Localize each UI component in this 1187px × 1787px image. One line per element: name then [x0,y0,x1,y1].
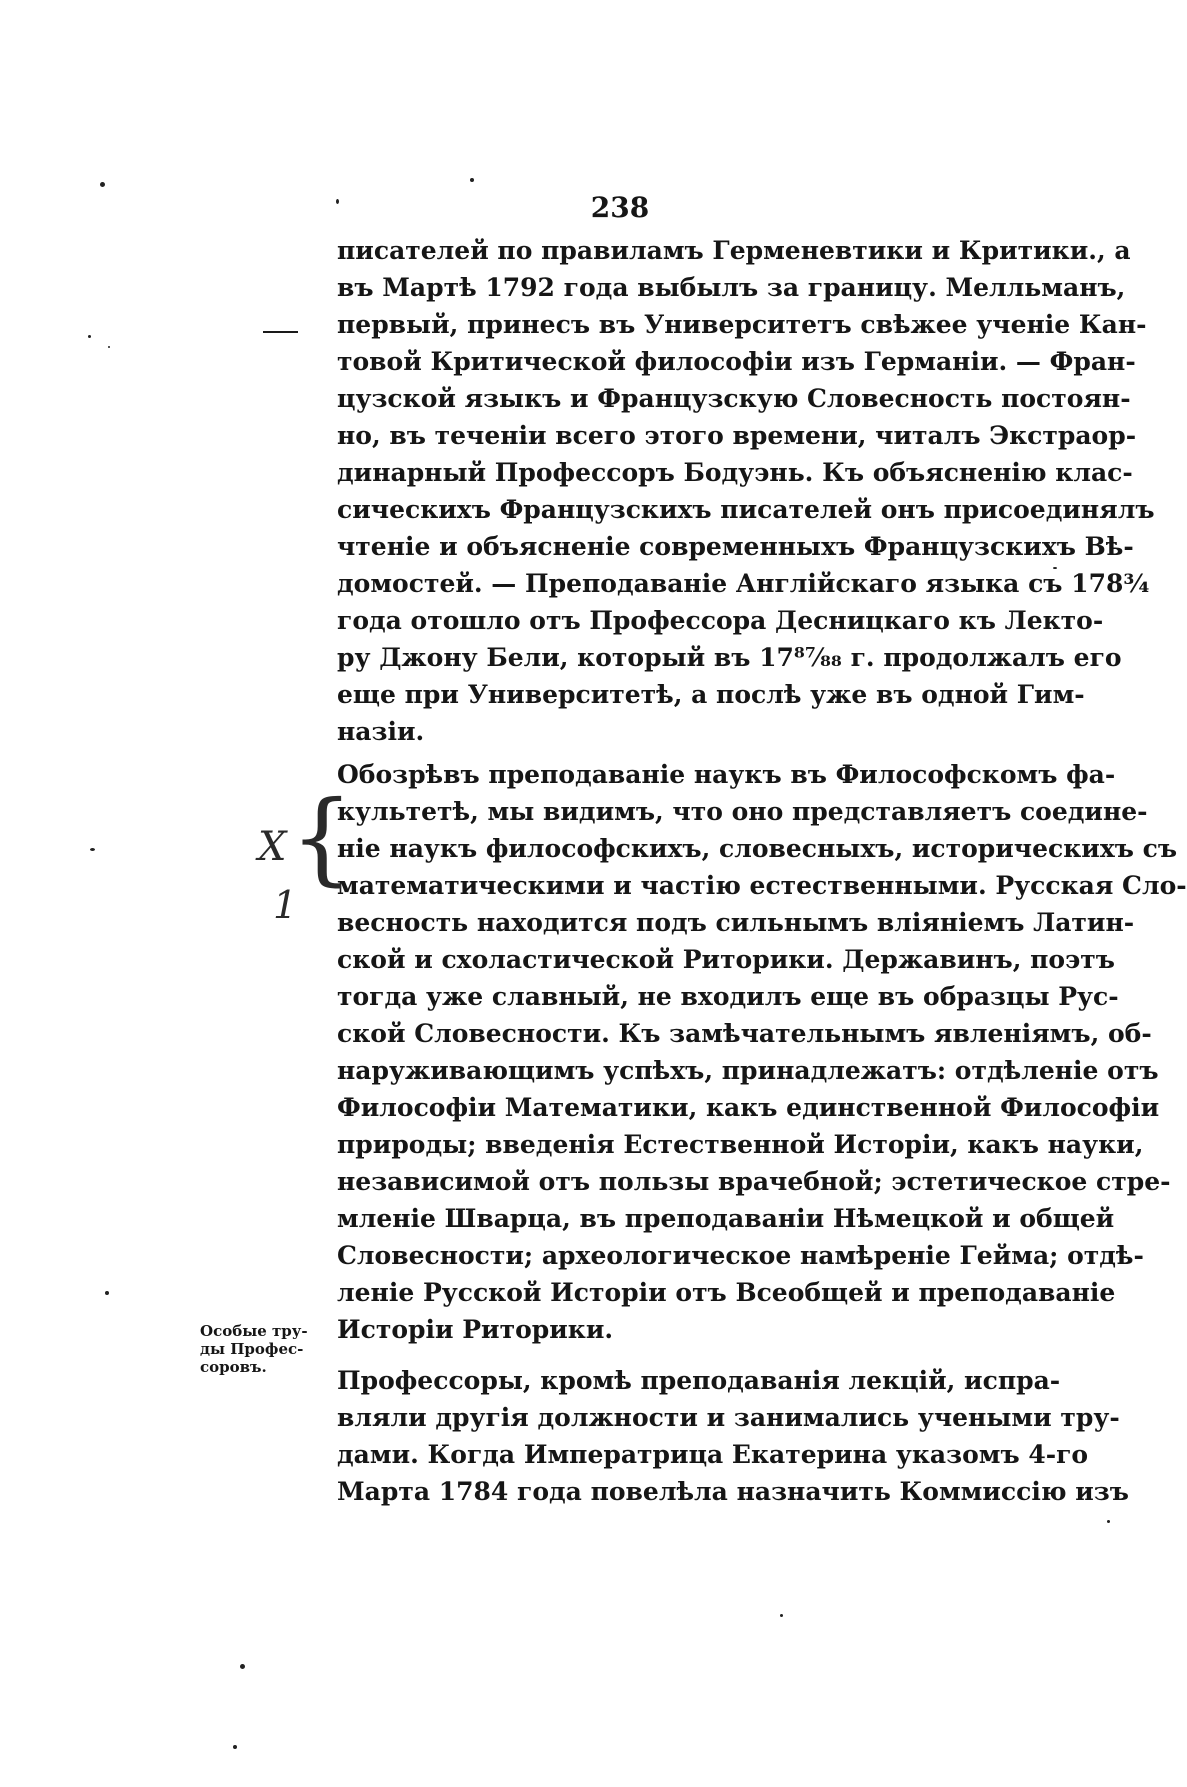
text-line: независимой отъ пользы врачебной; эстетическое стре- [337,1167,1171,1196]
text-line: писателей по правиламъ Герменевтики и Критики., а [337,236,1131,265]
text-line: но, въ теченіи всего этого времени, читалъ Экстраор- [337,421,1137,450]
handwritten-brace: { [290,779,354,896]
marginal-note-line: Особые тру- [200,1322,308,1340]
text-line: ской и схоластической Риторики. Державинъ, поэтъ [337,945,1115,974]
text-line: природы; введенія Естественной Исторіи, какъ науки, [337,1130,1144,1159]
text-line: Философіи Математики, какъ единственной Философіи [337,1093,1160,1122]
text-line: Профессоры, кромѣ преподаванія лекцій, испра- [337,1366,1061,1395]
speck [1107,1520,1110,1523]
speck [90,848,95,851]
speck [336,199,339,204]
handwritten-one: 1 [273,883,298,927]
text-line: назіи. [337,717,425,746]
marginal-note-line: соровъ. [200,1358,267,1376]
text-line: ру Джону Бели, который въ 17⁸⁷⁄₈₈ г. продолжалъ его [337,643,1122,672]
text-line: дами. Когда Императрица Екатерина указомъ 4-го [337,1440,1089,1469]
text-line: чтеніе и объясненіе современныхъ Французскихъ Вѣ- [337,532,1134,561]
text-line: ніе наукъ философскихъ, словесныхъ, историческихъ съ [337,834,1178,863]
marginal-note-line: ды Профес- [200,1340,304,1358]
text-line: динарный Профессоръ Бодуэнь. Къ объясненію клас- [337,458,1133,487]
speck [105,1291,109,1295]
text-line: товой Критической философіи изъ Германіи. — Фран- [337,347,1136,376]
speck [780,1614,783,1617]
text-line: культетѣ, мы видимъ, что оно представляетъ соедине- [337,797,1148,826]
speck [240,1664,245,1669]
text-line: домостей. — Преподаваніе Англійскаго языка съ 178¾ [337,569,1150,598]
text-line: еще при Университетѣ, а послѣ уже въ одной Гим- [337,680,1085,709]
text-line: въ Мартѣ 1792 года выбылъ за границу. Мелльманъ, [337,273,1126,302]
text-line: наруживающимъ успѣхъ, принадлежатъ: отдѣленіе отъ [337,1056,1159,1085]
text-line: года отошло отъ Профессора Десницкаго къ Лекто- [337,606,1104,635]
text-line: вляли другія должности и занимались учеными тру- [337,1403,1120,1432]
text-line: леніе Русской Исторіи отъ Всеобщей и преподаваніе [337,1278,1116,1307]
text-line: ской Словесности. Къ замѣчательнымъ явленіямъ, об- [337,1019,1152,1048]
speck [233,1745,237,1749]
text-line: Марта 1784 года повелѣла назначить Коммиссію изъ [337,1477,1129,1506]
speck [100,182,105,187]
speck [108,346,110,348]
speck [88,335,91,338]
speck [470,178,474,182]
handwritten-x: X [258,824,287,870]
text-line: мленіе Шварца, въ преподаваніи Нѣмецкой и общей [337,1204,1115,1233]
page-number: 238 [590,191,650,224]
text-line: весность находится подъ сильнымъ вліяніемъ Латин- [337,908,1135,937]
text-line: тогда уже славный, не входилъ еще въ образцы Рус- [337,982,1119,1011]
text-line: первый, принесъ въ Университетъ свѣжее ученіе Кан- [337,310,1147,339]
text-line: сическихъ Французскихъ писателей онъ присоединялъ [337,495,1155,524]
text-line: Исторіи Риторики. [337,1315,614,1344]
speck [1053,567,1057,569]
text-line: цузской языкъ и Французскую Словесность постоян- [337,384,1131,413]
text-line: Обозрѣвъ преподаваніе наукъ въ Философскомъ фа- [337,760,1116,789]
text-line: математическими и частію естественными. Русская Сло- [337,871,1187,900]
text-line: Словесности; археологическое намѣреніе Гейма; отдѣ- [337,1241,1144,1270]
